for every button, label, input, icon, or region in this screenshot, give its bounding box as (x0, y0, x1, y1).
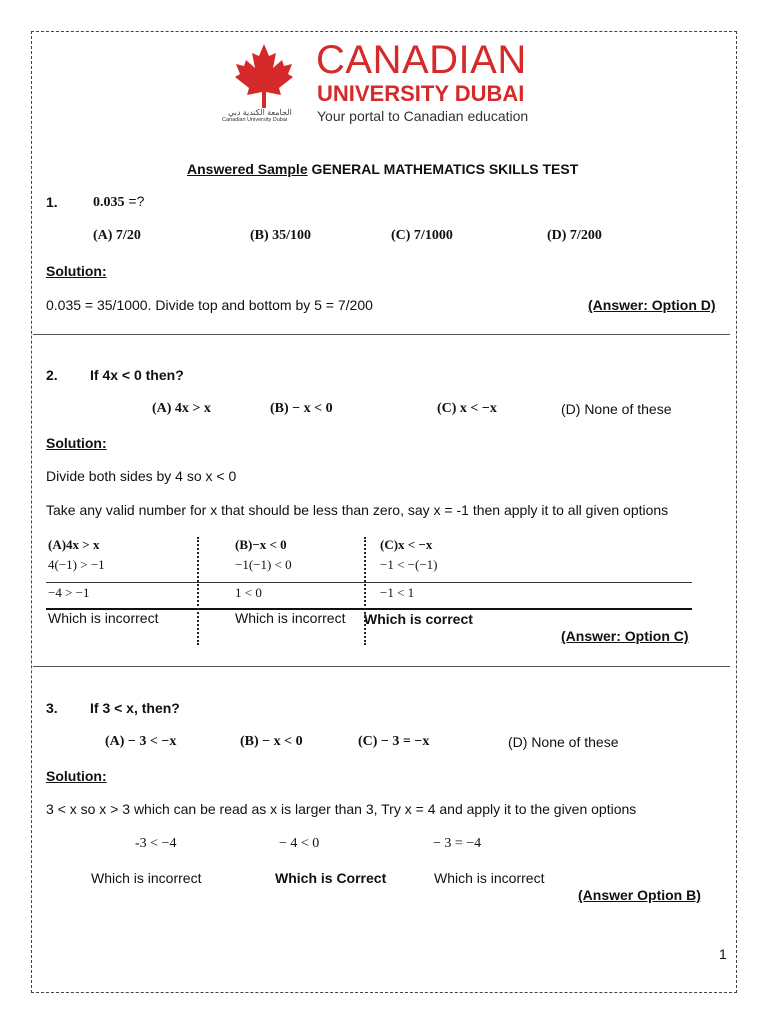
q3-option-a: (A) − 3 < −x (105, 734, 177, 749)
logo-small-name: Canadian University Dubai (222, 117, 288, 123)
page-number: 1 (719, 946, 727, 962)
q3-solution-line1: 3 < x so x > 3 which can be read as x is larger than 3, Try x = 4 and apply it to the given options (46, 801, 637, 817)
page-title (187, 161, 578, 177)
logo-arabic: الجامعة الكندية دبي (228, 108, 292, 117)
q2-question: If 4x < 0 then? (90, 367, 184, 383)
q1-solution-label: Solution: (46, 263, 107, 279)
q2-option-c: (C) x < −x (437, 401, 497, 416)
q1-answer: (Answer: Option D) (588, 297, 716, 313)
q2-table-sub-b: −1(−1) < 0 (235, 557, 292, 572)
q2-table-header-a: (A)4x > x (48, 537, 100, 552)
divider-1 (33, 334, 730, 335)
q3-answer: (Answer Option B) (578, 887, 701, 903)
q3-verdict-c: Which is incorrect (434, 870, 545, 886)
maple-leaf-icon (234, 42, 294, 110)
q1-option-a: (A) 7/20 (93, 228, 141, 243)
q2-table-verdict-c: Which is correct (364, 611, 473, 627)
q1-question (93, 193, 144, 211)
q2-option-a: (A) 4x > x (152, 401, 211, 416)
q2-answer: (Answer: Option C) (561, 628, 689, 644)
q2-solution-line1: Divide both sides by 4 so x < 0 (46, 468, 237, 484)
q2-table-col-divider-2 (364, 537, 366, 645)
q2-table-result-b: 1 < 0 (235, 585, 262, 600)
q2-solution-line2: Take any valid number for x that should be less than zero, say x = -1 then apply it to all given options (46, 502, 669, 518)
q3-result-c: − 3 = −4 (433, 836, 482, 851)
logo-line2: UNIVERSITY DUBAI (317, 81, 525, 106)
q3-solution-label: Solution: (46, 768, 107, 784)
q3-question: If 3 < x, then? (90, 700, 180, 716)
q3-option-b: (B) − x < 0 (240, 734, 303, 749)
q2-option-d: (D) None of these (561, 401, 672, 417)
q1-option-d: (D) 7/200 (547, 228, 602, 243)
title-underlined: Answered Sample (187, 161, 308, 177)
q3-number: 3. (46, 700, 58, 716)
q3-option-d: (D) None of these (508, 734, 619, 750)
q2-table-sub-c: −1 < −(−1) (380, 557, 438, 572)
q2-table-header-b: (B)−x < 0 (235, 537, 287, 552)
q3-verdict-b: Which is Correct (275, 870, 387, 886)
q3-result-a: -3 < −4 (135, 836, 177, 851)
q3-verdict-a: Which is incorrect (91, 870, 202, 886)
q2-table-result-a: −4 > −1 (48, 585, 90, 600)
title-rest: GENERAL MATHEMATICS SKILLS TEST (307, 161, 579, 177)
logo-tagline: Your portal to Canadian education (317, 108, 529, 124)
q3-result-b: − 4 < 0 (279, 836, 320, 851)
q1-number: 1. (46, 194, 58, 210)
q2-table-col-divider-1 (197, 537, 199, 645)
q1-question-tail: =? (124, 193, 145, 209)
q1-solution-text: 0.035 = 35/1000. Divide top and bottom by 5 = 7/200 (46, 297, 373, 313)
q2-table-result-c: −1 < 1 (380, 585, 415, 600)
q2-table-header-c: (C)x < −x (380, 537, 433, 552)
logo-line1: CANADIAN (316, 38, 527, 82)
q3-option-c: (C) − 3 = −x (358, 734, 430, 749)
q2-number: 2. (46, 367, 58, 383)
divider-2 (33, 666, 730, 667)
q2-table-verdict-a: Which is incorrect (48, 610, 159, 626)
q2-table-rule-1 (46, 582, 692, 583)
q2-table-sub-a: 4(−1) > −1 (48, 557, 105, 572)
q1-option-b: (B) 35/100 (250, 228, 312, 243)
q2-solution-label: Solution: (46, 435, 107, 451)
q2-table-verdict-b: Which is incorrect (235, 610, 346, 626)
q1-question-value: 0.035 (93, 195, 125, 210)
q1-option-c: (C) 7/1000 (391, 228, 453, 243)
q2-option-b: (B) − x < 0 (270, 401, 333, 416)
